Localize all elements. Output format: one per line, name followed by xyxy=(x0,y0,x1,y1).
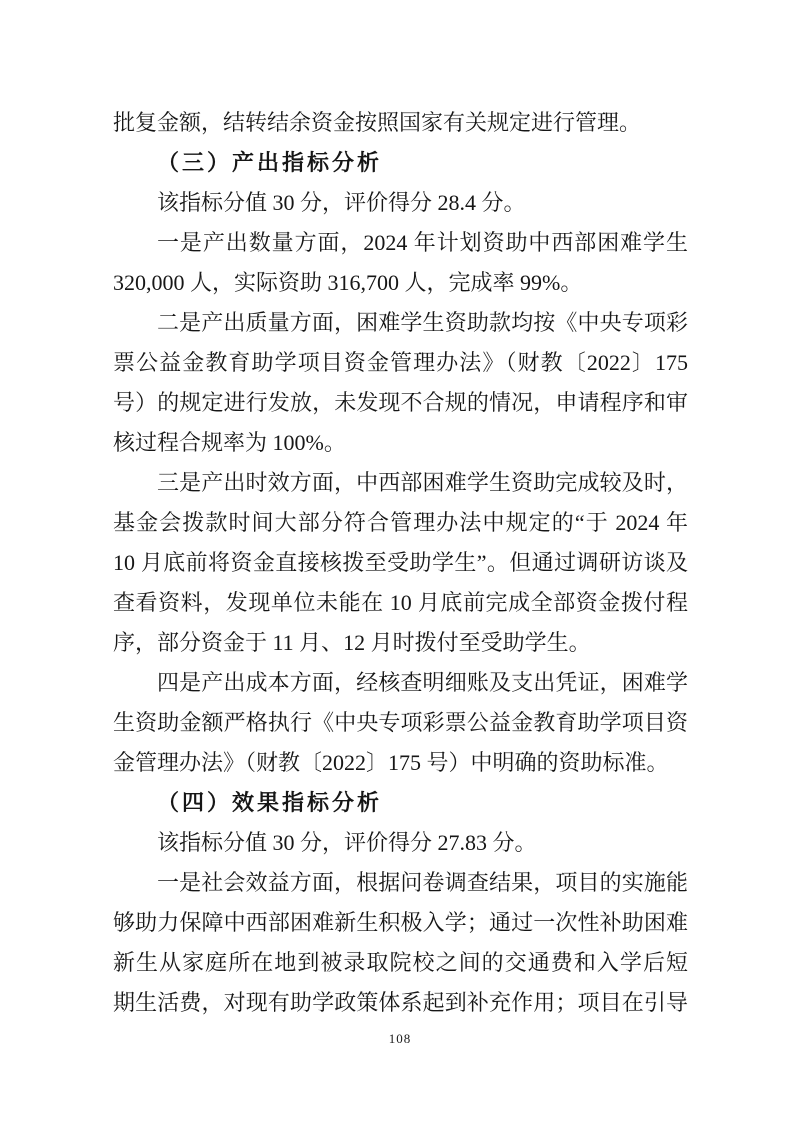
text-line: 生资助金额严格执行《中央专项彩票公益金教育助学项目资 xyxy=(113,710,688,735)
text-line: 一是社会效益方面，根据问卷调查结果，项目的实施能 xyxy=(157,870,688,895)
page-number: 108 xyxy=(388,1031,412,1046)
text-block xyxy=(113,103,688,1023)
text-line: 一是产出数量方面，2024 年计划资助中西部困难学生 xyxy=(157,230,688,255)
text-line: 四是产出成本方面，经核查明细账及支出凭证，困难学 xyxy=(157,670,688,695)
text-line: 该指标分值 30 分，评价得分 27.83 分。 xyxy=(157,830,537,855)
text-line: 金管理办法》（财教〔2022〕175 号）中明确的资助标准。 xyxy=(113,750,669,775)
text-line: 票公益金教育助学项目资金管理办法》（财教〔2022〕175 xyxy=(113,350,688,375)
text-line: 查看资料，发现单位未能在 10 月底前完成全部资金拨付程 xyxy=(113,590,688,615)
section-heading: （四）效果指标分析 xyxy=(157,790,383,815)
text-line: 序，部分资金于 11 月、12 月时拨付至受助学生。 xyxy=(113,630,591,655)
text-line: 10 月底前将资金直接核拨至受助学生”。但通过调研访谈及 xyxy=(113,550,688,575)
text-line: 核过程合规率为 100%。 xyxy=(113,430,346,455)
text-line: 期生活费，对现有助学政策体系起到补充作用；项目在引导 xyxy=(113,990,688,1015)
text-line: 批复金额，结转结余资金按照国家有关规定进行管理。 xyxy=(113,110,642,135)
text-line: 新生从家庭所在地到被录取院校之间的交通费和入学后短 xyxy=(113,950,688,975)
text-line: 三是产出时效方面，中西部困难学生资助完成较及时， xyxy=(157,470,688,495)
text-line: 该指标分值 30 分，评价得分 28.4 分。 xyxy=(157,190,526,215)
section-heading: （三）产出指标分析 xyxy=(157,150,383,175)
text-line: 基金会拨款时间大部分符合管理办法中规定的“于 2024 年 xyxy=(113,510,688,535)
text-line: 二是产出质量方面，困难学生资助款均按《中央专项彩 xyxy=(157,310,688,335)
text-line: 号）的规定进行发放，未发现不合规的情况，申请程序和审 xyxy=(113,390,688,415)
text-line: 够助力保障中西部困难新生积极入学；通过一次性补助困难 xyxy=(113,910,688,935)
text-line: 320,000 人，实际资助 316,700 人，完成率 99%。 xyxy=(113,270,583,295)
